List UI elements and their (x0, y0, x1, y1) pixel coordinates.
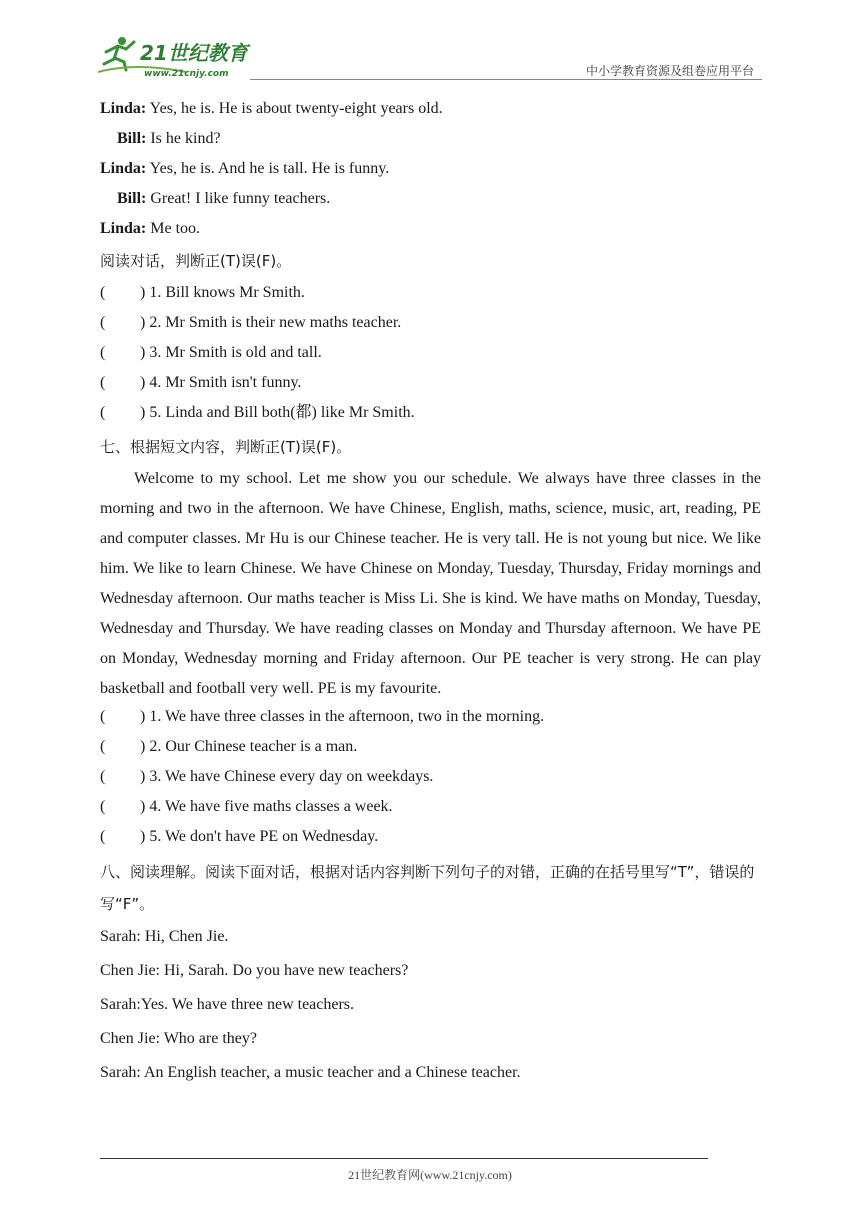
header-platform-text: 中小学教育资源及组卷应用平台 (585, 64, 754, 78)
question-item (100, 340, 761, 370)
question-text: 1. We have three classes in the afternoon, two in the morning. (149, 708, 545, 725)
logo-url: www.21cnjy.com (144, 69, 229, 79)
question-text: 3. Mr Smith is old and tall. (149, 344, 322, 361)
question-text: 4. We have five maths classes a week. (149, 798, 393, 815)
dialog-line (100, 126, 761, 156)
header-divider (250, 79, 762, 80)
question-item (100, 370, 761, 400)
reading-passage: Welcome to my school. Let me show you our schedule. We always have three classes in the morning and two in the afternoon. We have Chinese, English, maths, science, music, art, reading, PE and computer classes. Mr Hu is our Chinese teacher. He is very tall. He is not young but nice. We like him. We like to learn Chinese. We have Chinese on Monday, Tuesday, Thursday, Friday mornings and Wednesday afternoon. Our maths teacher is Miss Li. She is kind. We have maths on Monday, Tuesday, Wednesday and Thursday. We have reading classes on Monday and Thursday afternoon. We have PE on Monday, Wednesday morning and Friday afternoon. Our PE teacher is very strong. He can play basketball and football very well. PE is my favourite. (100, 470, 761, 697)
answer-blank-close: ) (140, 314, 146, 331)
answer-blank-open: ( (100, 768, 106, 785)
question-text: 2. Our Chinese teacher is a man. (149, 738, 358, 755)
dialog-line: Chen Jie: Hi, Sarah. Do you have new teachers? (100, 962, 409, 979)
dialog-line: Chen Jie: Who are they? (100, 1030, 257, 1047)
utterance: Yes, he is. And he is tall. He is funny. (146, 160, 390, 177)
answer-blank-open: ( (100, 404, 106, 421)
page-footer: 21世纪教育网(www.21cnjy.com) (348, 1168, 512, 1182)
answer-blank-open: ( (100, 798, 106, 815)
answer-blank-close: ) (140, 738, 146, 755)
utterance: Yes, he is. He is about twenty-eight years old. (146, 100, 443, 117)
question-text: 4. Mr Smith isn't funny. (149, 374, 302, 391)
speaker: Bill: (117, 130, 147, 147)
question-item (100, 824, 761, 854)
answer-blank-close: ) (140, 344, 146, 361)
dialog-line (100, 186, 761, 216)
answer-blank-close: ) (140, 768, 146, 785)
footer-divider (100, 1158, 708, 1159)
answer-blank-open: ( (100, 708, 106, 725)
question-item (100, 764, 761, 794)
utterance: Me too. (146, 220, 201, 237)
question-item (100, 704, 761, 734)
answer-blank-open: ( (100, 284, 106, 301)
question-item (100, 280, 761, 310)
question-text: 1. Bill knows Mr Smith. (149, 284, 305, 301)
utterance: Is he kind? (146, 130, 221, 147)
utterance: Great! I like funny teachers. (146, 190, 331, 207)
answer-blank-open: ( (100, 828, 106, 845)
speaker: Linda: (100, 100, 147, 117)
speaker: Bill: (117, 190, 147, 207)
answer-blank-open: ( (100, 374, 106, 391)
question-item (100, 310, 761, 340)
answer-blank-close: ) (140, 374, 146, 391)
question-item (100, 734, 761, 764)
question-text: 2. Mr Smith is their new maths teacher. (149, 314, 402, 331)
question-text: 3. We have Chinese every day on weekdays. (149, 768, 434, 785)
answer-blank-close: ) (140, 828, 146, 845)
question-text: 5. We don't have PE on Wednesday. (149, 828, 379, 845)
section-title: 八、阅读理解。阅读下面对话，根据对话内容判断下列句子的对错，正确的在括号里写“T”，错误的写“F”。 (100, 863, 755, 913)
document-body (100, 96, 761, 1094)
answer-blank-open: ( (100, 738, 106, 755)
dialog-line: Sarah: Hi, Chen Jie. (100, 928, 229, 945)
page-header (0, 0, 860, 85)
question-text: 5. Linda and Bill both(都) like Mr Smith. (149, 404, 415, 421)
logo-text: 21世纪教育 (140, 41, 248, 65)
instruction: 阅读对话，判断正(T)误(F)。 (100, 252, 292, 270)
answer-blank-close: ) (140, 284, 146, 301)
dialog-line (100, 96, 761, 126)
answer-blank-open: ( (100, 314, 106, 331)
speaker: Linda: (100, 160, 147, 177)
section-title: 七、根据短文内容，判断正(T)误(F)。 (100, 438, 352, 456)
dialog-line: Sarah:Yes. We have three new teachers. (100, 996, 355, 1013)
question-item (100, 400, 761, 430)
dialog-line: Sarah: An English teacher, a music teacher and a Chinese teacher. (100, 1064, 521, 1081)
answer-blank-close: ) (140, 708, 146, 725)
answer-blank-close: ) (140, 404, 146, 421)
dialog-line (100, 156, 761, 186)
site-logo (96, 32, 266, 80)
speaker: Linda: (100, 220, 147, 237)
dialog-line (100, 216, 761, 246)
answer-blank-open: ( (100, 344, 106, 361)
question-item (100, 794, 761, 824)
answer-blank-close: ) (140, 798, 146, 815)
